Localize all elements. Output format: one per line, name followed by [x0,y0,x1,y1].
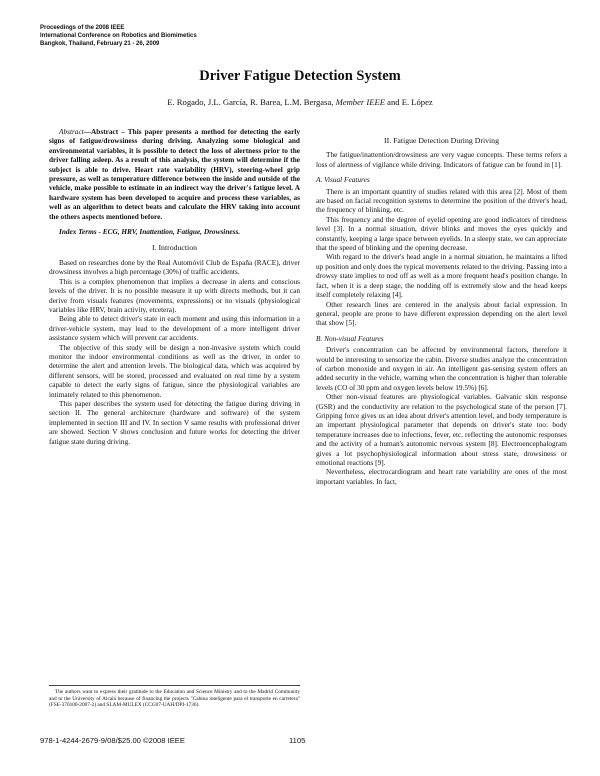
section-heading-fatigue: II. Fatigue Detection During Driving [384,136,499,145]
author-names: E. Rogado, J.L. García, R. Barea, L.M. Bergasa, [167,97,334,107]
subsection-heading-nonvisual: B. Non-visual Features [316,333,384,343]
funding-footnote [49,685,300,709]
proceedings-header [40,24,197,48]
intro-paragraph: Being able to detect driver's state in each moment and using this information in a driver-vehicle system, may lead to the development of a more intelligent driver assistance system which will prevent car accidents. [49,314,300,343]
header-line-2: International Conference on Robotics and Biomimetics [40,33,197,39]
section-paragraph: Other research lines are centered in the analysis about facial expression. In general, people are prone to have different expression depending on the alert level that show [5]. [316,299,567,328]
section-paragraph: This frequency and the degree of eyelid opening are good indicators of tiredness level [3]. In a normal situation, driver blinks and moves the eyes quickly and constantly, keeping a large space between eyelids. In a sleepy state, we can appreciate that the speed of blinking and the opening decrease. [316,214,567,253]
subsection-heading-visual: A. Visual Features [316,175,370,185]
index-terms: Index Terms - ECG, HRV, Inattention, Fatigue, Drowsiness. [59,227,241,237]
intro-paragraph: The objective of this study will be design a non-invasive system which could monitor the indoor environmental conditions as well as the driver, in order to determine the alert and attention levels. The biological data, which was acquired by different sensors, will be stored, processed and evaluated on real time by a system capable to detect the early signs of fatigue, since the physiological variables are intimately related to this phenomenon. [49,342,300,399]
page-number: 1105 [289,736,306,745]
isbn-copyright: 978-1-4244-2679-9/08/$25.00 ©2008 IEEE [40,736,185,745]
author-last: and E. López [387,97,433,107]
author-list [0,97,600,107]
footnote-text: The authors want to express their gratitude to the Education and Science Ministry and to the Madrid Community and to the University of Alcalá because of financing the projects "Cabina inteligente para el transporte en carretera" (FSE-370100-2007-2) and SLAM-MULEX (CCG07-UAH/DPI-1736). [49,689,300,709]
section-paragraph: The fatigue/inattention/drowsiness are very vague concepts. These terms refers a loss of alertness of vigilance while driving. Indicators of fatigue can be found in [1]. [316,150,567,169]
abstract [49,127,300,221]
section-paragraph: Other non-visual features are physiological variables. Galvanic skin response (GSR) and the conductivity are relation to the psychological state of the person [7]. Gripping force gives us an idea about driver's attention level, and body temperature is an important physiological parameter that depends on driver's state too: body temperature increases due to infections, fever, etc. reflecting the autonomic responses and the activity of a human's autonomic nervous system [8]. Electroencephalogram gives a lot psychophysiological information about stress state, drowsiness or emotional reactions [9]. [316,392,567,467]
right-column [316,129,567,486]
section-paragraph: There is an important quantity of studies related with this area [2]. Most of them are based on facial recognition systems to determine the position of the driver's head, the frequency of blinking, etc. [316,186,567,215]
section-paragraph: Driver's concentration can be affected by environmental factors, therefore it would be interesting to sensorize the cabin. Diverse studies analyze the concentration of carbon monoxide and oxygen in air. An intelligent gas-sensing system offers an added security in the vehicle, warning when the concentration is higher than tolerable levels (CO of 30 ppm and oxygen levels below 19.5%) [6]. [316,345,567,392]
header-line-3: Bangkok, Thailand, February 21 - 26, 2009 [40,41,160,47]
author-membership: Member IEEE [335,97,385,107]
paper-title: Driver Fatigue Detection System [199,68,401,84]
intro-paragraph: Based on researches done by the Real Automóvil Club de España (RACE), driver drowsiness involves a high percentage (30%) of traffic accidents. [49,257,300,277]
abstract-label: Abstract [59,127,84,136]
header-line-1: Proceedings of the 2008 IEEE [40,25,125,31]
intro-paragraph: This is a complex phenomenon that implies a decrease in alerts and conscious levels of the driver. It is no possible measure it up with directs methods, but it can derive from visuals features (movements, expressions) or no visuals (physiological variables like HRV, brain activity, etcetera). [49,276,300,314]
section-paragraph: With regard to the driver's head angle in a normal situation, he maintains a lifted up position and only does the typical movements related to the driving. Passing into a drowsy state implies to nod off as well as a more frequent head's position change. In fact, when it is a deep stage, the nodding off is extremely slow and the head keeps itself completely relaxing [4]. [316,252,567,300]
abstract-text: —Abstract – This paper presents a method for detecting the early signs of fatigue/drowsiness during driving. Analyzing some biological and environmental variables, it is possible to detect the loss of alertness prior to the driver falling asleep. As a result of this analysis, the system will determine if the subject is able to drive. Heart rate variability (HRV), steering-wheel grip pressure, as well as temperature difference between the inside and outside of the vehicle, make possible to estimate in an indirect way the driver's fatigue level. A hardware system has been developed to acquire and process these variables, as well as an algorithm to detect beats and calculate the HRV taking into account the others aspects mentioned before. [49,127,300,221]
left-column [49,127,300,446]
intro-paragraph: This paper describes the system used for detecting the fatigue during driving in section II. The general architecture (hardware and software) of the system implemented in section III and IV. In section V same results with professional driver are showed. Section V shows conclusion and future works for detecting the driver fatigue state during driving. [49,398,300,446]
section-heading-intro: I. Introduction [151,243,198,253]
section-paragraph: Nevertheless, electrocardiogram and heart rate variability are ones of the most important variables. In fact, [316,467,567,486]
